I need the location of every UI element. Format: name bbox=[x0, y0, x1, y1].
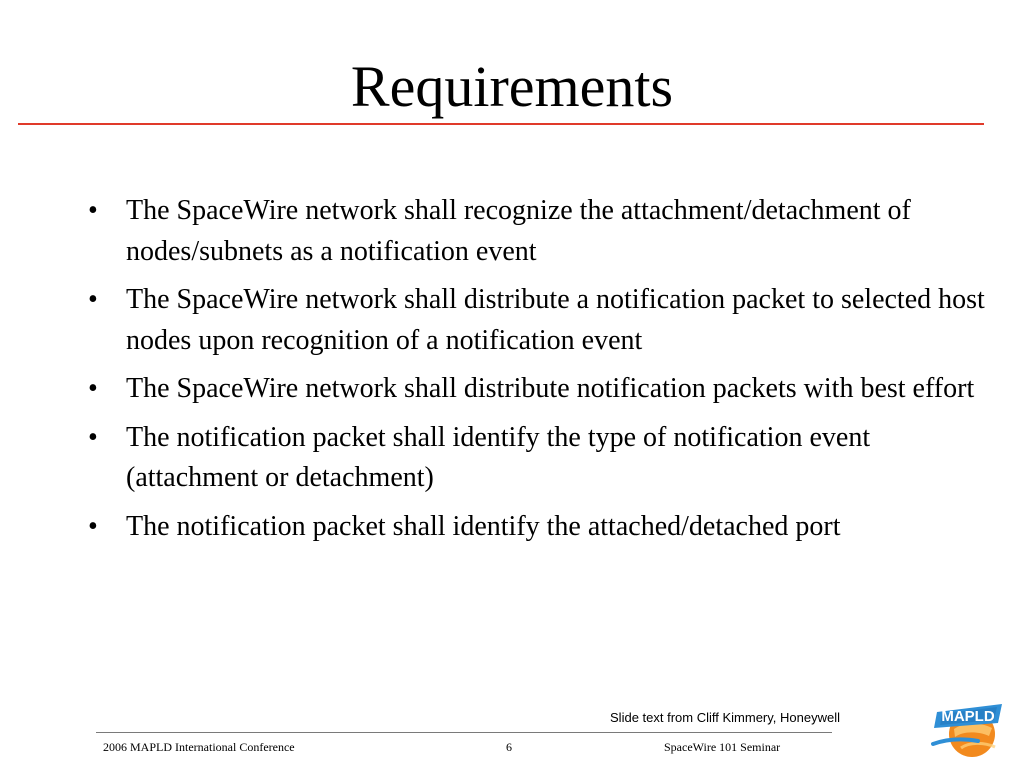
bullet-text: The SpaceWire network shall recognize the attachment/detachment of nodes/subnets as a notification event bbox=[126, 195, 911, 267]
bullet-text: The notification packet shall identify the attached/detached port bbox=[126, 510, 841, 542]
bullet-text: The SpaceWire network shall distribute notification packets with best effort bbox=[126, 373, 975, 404]
bullet-item bbox=[88, 280, 988, 361]
bullet-icon: • bbox=[88, 195, 98, 226]
title-divider bbox=[18, 123, 984, 125]
page-number: 6 bbox=[506, 740, 512, 754]
bullet-list bbox=[88, 191, 988, 555]
logo-text: MAPLD bbox=[941, 708, 995, 725]
bullet-icon: • bbox=[88, 510, 98, 542]
bullet-item bbox=[88, 369, 988, 410]
bullet-icon: • bbox=[88, 421, 98, 453]
bullet-item bbox=[88, 418, 988, 499]
bullet-text: The SpaceWire network shall distribute a notification packet to selected host nodes upon recognition of a notification event bbox=[126, 284, 985, 356]
footer-divider bbox=[96, 732, 832, 733]
mapld-logo-icon bbox=[930, 692, 1006, 764]
bullet-item bbox=[88, 191, 988, 272]
footer-seminar: SpaceWire 101 Seminar bbox=[664, 740, 781, 754]
bullet-icon: • bbox=[88, 284, 98, 315]
bullet-icon: • bbox=[88, 373, 98, 404]
bullet-text: The notification packet shall identify the type of notification event (attachment or detachment) bbox=[126, 421, 871, 493]
bullet-item bbox=[88, 507, 988, 548]
credit-note: Slide text from Cliff Kimmery, Honeywell bbox=[610, 710, 840, 725]
footer-conference: 2006 MAPLD International Conference bbox=[103, 740, 295, 754]
slide-title: Requirements bbox=[350, 54, 674, 119]
